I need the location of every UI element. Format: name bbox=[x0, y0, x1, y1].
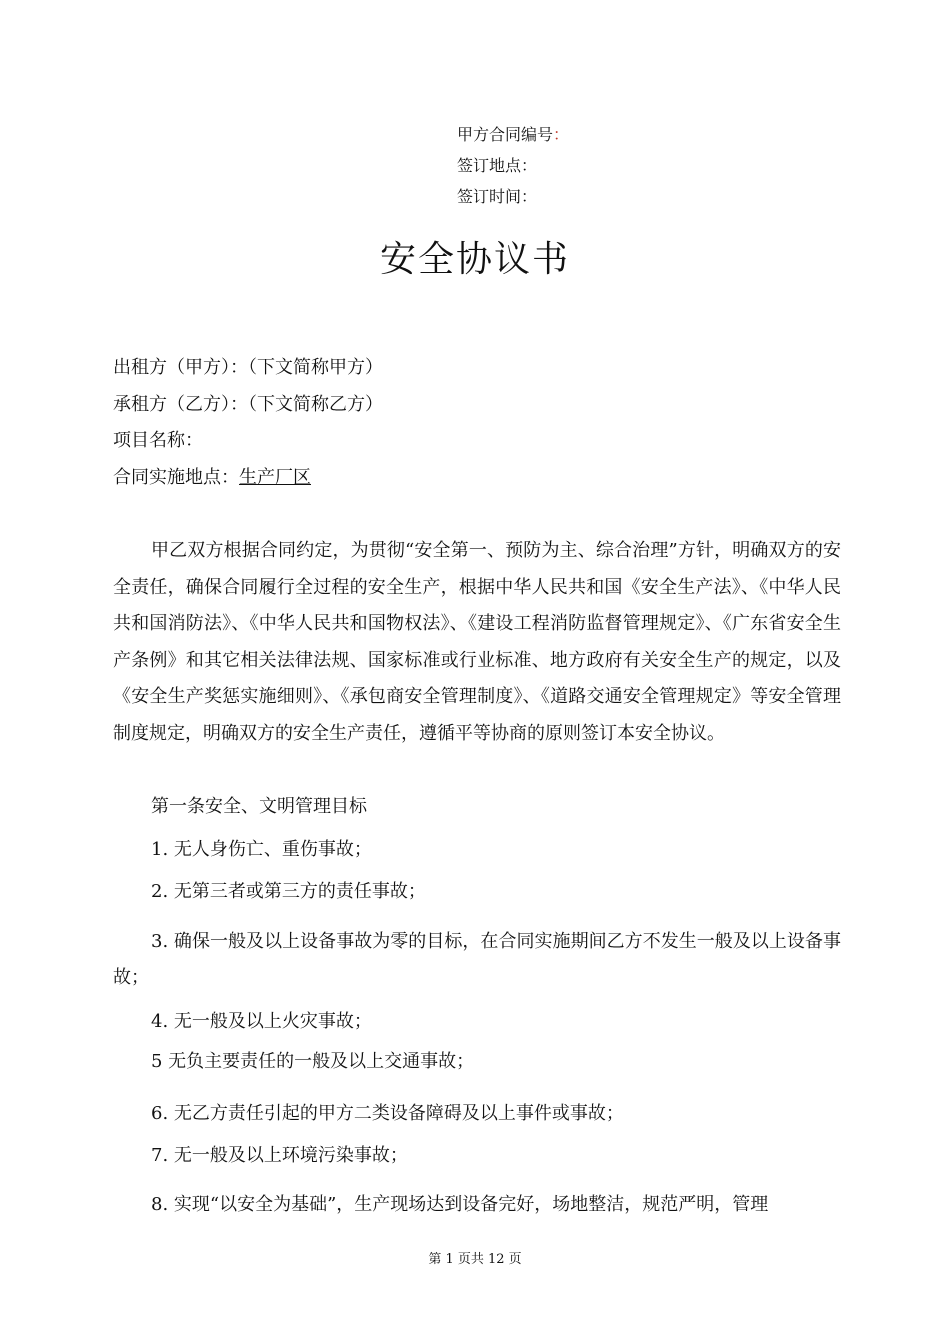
lessor-line: 出租方（甲方）：（下文简称甲方） bbox=[113, 357, 383, 378]
list-item: 3. 确保一般及以上设备事故为零的目标，在合同实施期间乙方不发生一般及以上设备事故； bbox=[113, 931, 841, 988]
list-item: 4. 无一般及以上火灾事故； bbox=[151, 1011, 372, 1032]
lessee-line: 承租方（乙方）：（下文简称乙方） bbox=[113, 394, 383, 415]
contract-number-colon: ： bbox=[553, 125, 570, 144]
location-value: 生产厂区 bbox=[239, 467, 311, 488]
list-item: 8. 实现“以安全为基础”，生产现场达到设备完好，场地整洁，规范严明，管理 bbox=[151, 1194, 769, 1215]
list-item: 7. 无一般及以上环境污染事故； bbox=[151, 1145, 408, 1166]
sign-time-label: 签订时间： bbox=[457, 187, 538, 206]
location-label: 合同实施地点： bbox=[113, 467, 239, 488]
contract-number-label bbox=[457, 125, 569, 145]
list-item: 5 无负主要责任的一般及以上交通事故； bbox=[151, 1051, 475, 1072]
intro-paragraph: 甲乙双方根据合同约定，为贯彻“安全第一、预防为主、综合治理”方针，明确双方的安全责任，确保合同履行全过程的安全生产，根据中华人民共和国《安全生产法》、《中华人民共和国消防法》、《中华人民共和国物权法》、《建设工程消防监督管理规定》、《广东省安全生产条例》和其它相关法律法规、国家标准或行业标准、地方政府有关安全生产的规定，以及《安全生产奖惩实施细则》、《承包商安全管理制度》、《道路交通安全管理规定》等安全管理制度规定，明确双方的安全生产责任，遵循平等协商的原则签订本安全协议。 bbox=[113, 540, 841, 744]
document-title: 安全协议书 bbox=[379, 239, 570, 280]
contract-number-text: 甲方合同编号 bbox=[457, 125, 554, 144]
page-number-footer: 第 1 页共 12 页 bbox=[428, 1252, 522, 1267]
sign-place-label: 签订地点： bbox=[457, 156, 538, 175]
list-item: 1. 无人身伤亡、重伤事故； bbox=[151, 839, 372, 860]
list-item: 6. 无乙方责任引起的甲方二类设备障碍及以上事件或事故； bbox=[151, 1103, 624, 1124]
location-line bbox=[113, 466, 311, 490]
project-name-line: 项目名称： bbox=[113, 430, 203, 451]
list-item: 2. 无第三者或第三方的责任事故； bbox=[151, 881, 426, 902]
article-1-heading: 第一条安全、文明管理目标 bbox=[151, 796, 367, 817]
